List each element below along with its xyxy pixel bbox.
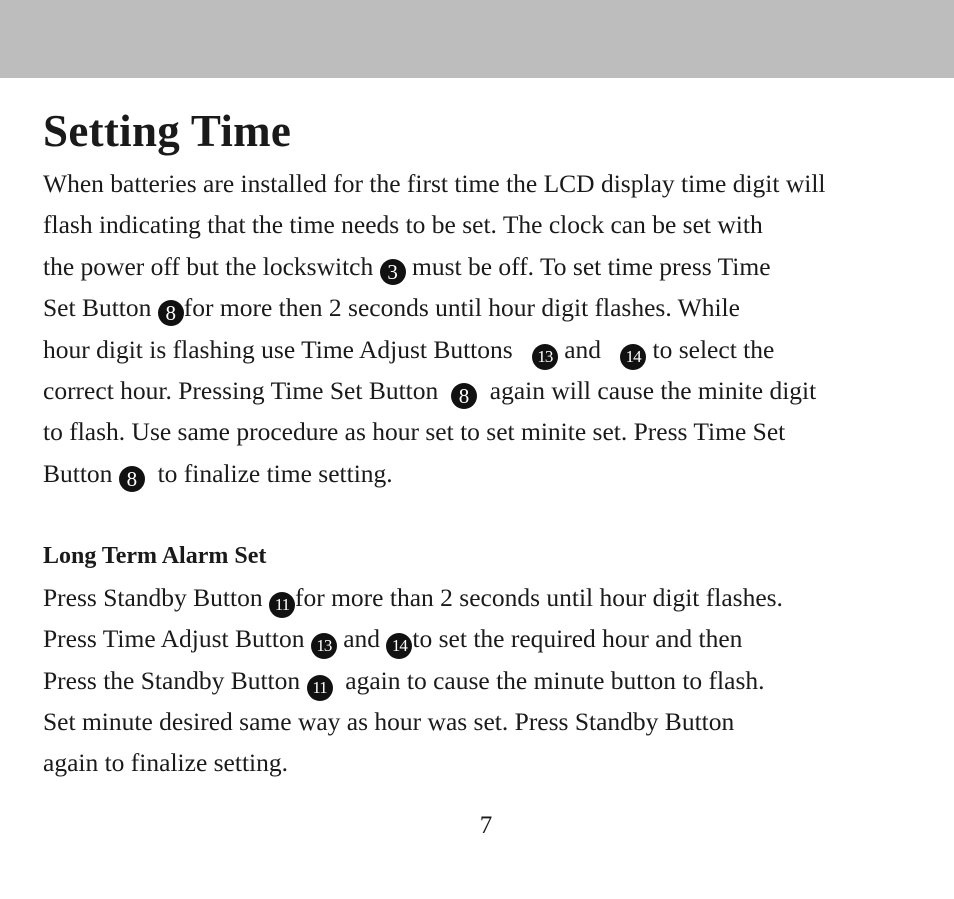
text: the power off but the lockswitch — [43, 252, 374, 281]
number-13-marker: 13 — [532, 344, 558, 370]
number-8-marker: 8 — [451, 383, 477, 409]
text: must be off. To set time press Time — [412, 252, 771, 281]
number-13-marker: 13 — [311, 633, 337, 659]
body-line-5 — [43, 334, 774, 370]
number-3-marker: 3 — [380, 259, 406, 285]
page-number: 7 — [479, 812, 493, 839]
body-line-7 — [43, 416, 785, 448]
text: Press Time Adjust Button — [43, 624, 305, 653]
text: to select the — [652, 335, 775, 364]
text: When batteries are installed for the first time the LCD display time digit will — [43, 169, 826, 198]
number-11-marker: 11 — [307, 675, 333, 701]
header-band — [0, 0, 954, 78]
text: and — [564, 335, 602, 364]
text: again to finalize setting. — [43, 748, 289, 777]
number-11-marker: 11 — [269, 592, 295, 618]
alarm-line-1 — [43, 582, 783, 618]
text: Press the Standby Button — [43, 666, 301, 695]
text: to flash. Use same procedure as hour set to set minite set. Press Time Set — [43, 417, 786, 446]
text: for more than 2 seconds until hour digit flashes. — [294, 583, 783, 612]
text: for more then 2 seconds until hour digit flashes. While — [183, 293, 740, 322]
body-line-6 — [43, 375, 816, 409]
text: and — [343, 624, 381, 653]
text: hour digit is flashing use Time Adjust Buttons — [43, 335, 513, 364]
number-14-marker: 14 — [620, 344, 646, 370]
body-line-4 — [43, 292, 740, 326]
alarm-line-2 — [43, 623, 742, 659]
text: Button — [43, 459, 113, 488]
text: correct hour. Pressing Time Set Button — [43, 376, 439, 405]
text: to finalize time setting. — [157, 459, 393, 488]
body-line-1 — [43, 168, 826, 200]
text: again to cause the minute button to flash. — [345, 666, 765, 695]
body-line-8 — [43, 458, 393, 492]
text: again will cause the minite digit — [489, 376, 817, 405]
text: flash indicating that the time needs to be set. The clock can be set with — [43, 210, 763, 239]
text: to set the required hour and then — [412, 624, 743, 653]
alarm-line-5 — [43, 747, 288, 779]
section-heading: Long Term Alarm Set — [43, 543, 267, 569]
page-title: Setting Time — [43, 106, 292, 156]
alarm-line-4 — [43, 706, 734, 738]
body-line-3 — [43, 251, 771, 285]
number-8-marker: 8 — [158, 300, 184, 326]
text: Set Button — [43, 293, 152, 322]
number-8-marker: 8 — [119, 466, 145, 492]
alarm-line-3 — [43, 665, 765, 701]
text: Press Standby Button — [43, 583, 263, 612]
text: Set minute desired same way as hour was set. Press Standby Button — [43, 707, 735, 736]
body-line-2 — [43, 209, 763, 241]
number-14-marker: 14 — [386, 633, 412, 659]
